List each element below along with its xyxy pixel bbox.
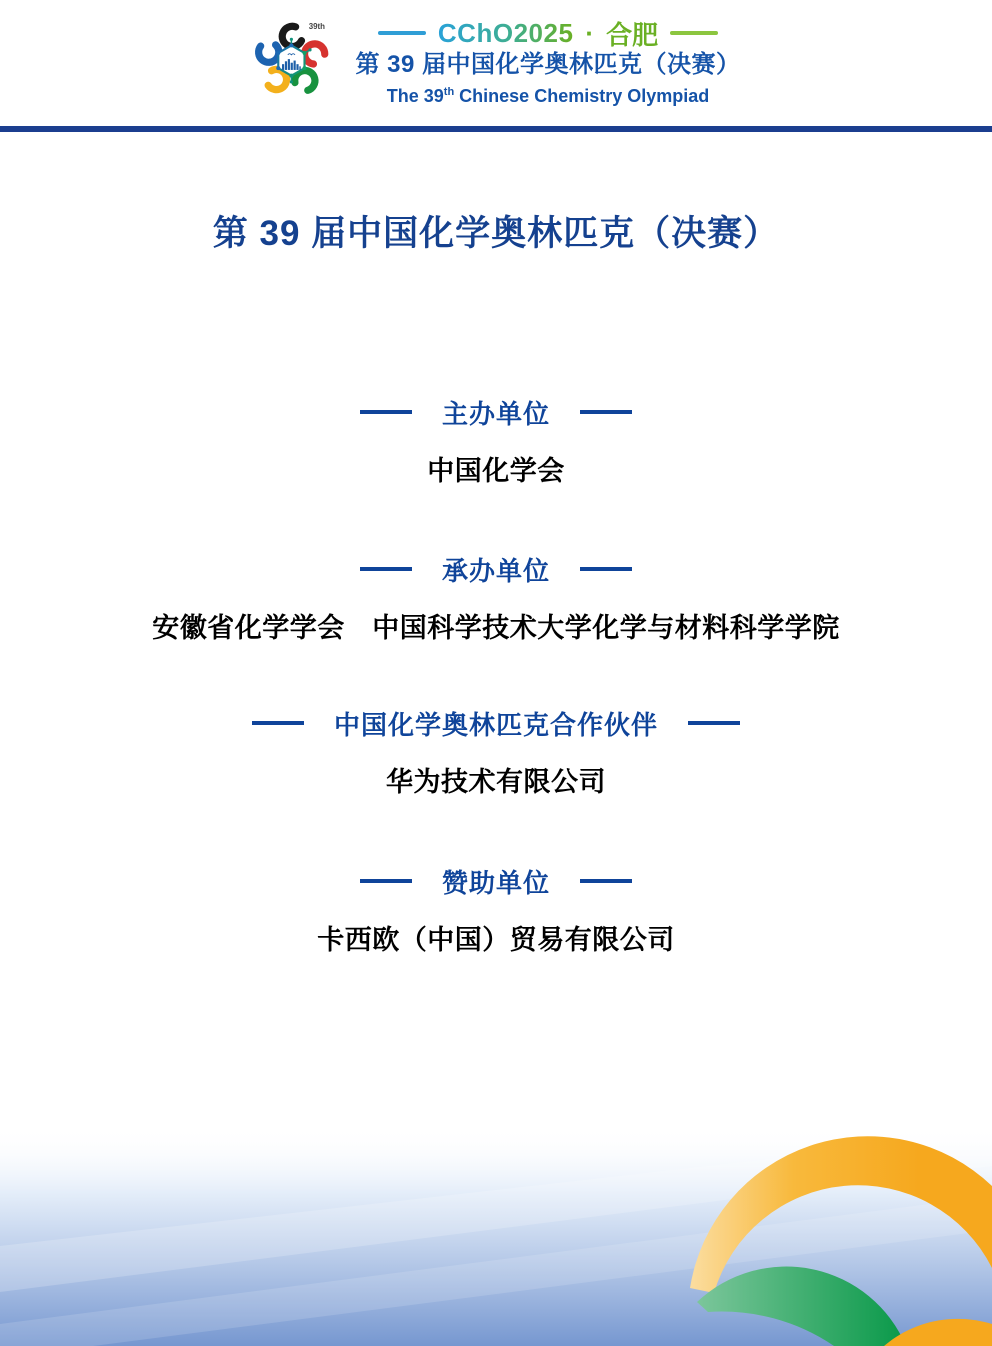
section-partner-header — [0, 707, 992, 739]
event-city: 合肥 — [606, 19, 659, 50]
page-title: 第 39 届中国化学奥林匹克（决赛） — [212, 214, 780, 254]
banner-dash-left — [378, 31, 426, 35]
section-organizer-content: 中国化学会 — [427, 456, 565, 486]
banner-title-en — [387, 81, 710, 107]
section-host-label: 承办单位 — [441, 555, 550, 586]
section-rule-left — [360, 410, 412, 414]
section-partner — [0, 707, 992, 799]
section-organizer — [0, 396, 992, 488]
section-sponsor-content: 卡西欧（中国）贸易有限公司 — [317, 925, 675, 955]
header-divider-rule — [0, 126, 992, 132]
banner-title-en-sup: th — [443, 86, 455, 98]
section-rule-right — [580, 410, 632, 414]
section-organizer-header — [0, 396, 992, 428]
bottom-wave-decoration — [0, 1096, 992, 1346]
banner-dash-right — [670, 31, 718, 35]
section-rule-right — [688, 721, 740, 725]
banner-title-en-prefix: The 39 — [386, 86, 444, 106]
section-rule-left — [360, 879, 412, 883]
event-code: CChO2025 — [437, 17, 574, 48]
logo-badge: 39th — [309, 21, 326, 31]
banner-text — [355, 17, 740, 107]
section-rule-left — [360, 567, 412, 571]
banner-event-line — [378, 17, 718, 49]
section-host-header — [0, 553, 992, 585]
section-host — [0, 553, 992, 645]
section-host-content: 安徽省化学学会 中国科学技术大学化学与材料科学学院 — [152, 613, 840, 643]
header-banner — [0, 12, 992, 112]
section-rule-right — [580, 567, 632, 571]
section-organizer-label: 主办单位 — [441, 398, 550, 429]
section-rule-right — [580, 879, 632, 883]
section-sponsor-header — [0, 865, 992, 897]
banner-title-en-rest: Chinese Chemistry Olympiad — [454, 86, 710, 106]
banner-title-zh: 第 39 届中国化学奥林匹克（决赛） — [355, 51, 741, 78]
section-partner-label: 中国化学奥林匹克合作伙伴 — [333, 709, 658, 740]
section-sponsor-label: 赞助单位 — [441, 867, 550, 898]
section-partner-content: 华为技术有限公司 — [386, 767, 606, 797]
section-sponsor — [0, 865, 992, 957]
ccho-logo-icon — [251, 12, 339, 112]
event-separator: · — [585, 17, 595, 48]
section-rule-left — [252, 721, 304, 725]
